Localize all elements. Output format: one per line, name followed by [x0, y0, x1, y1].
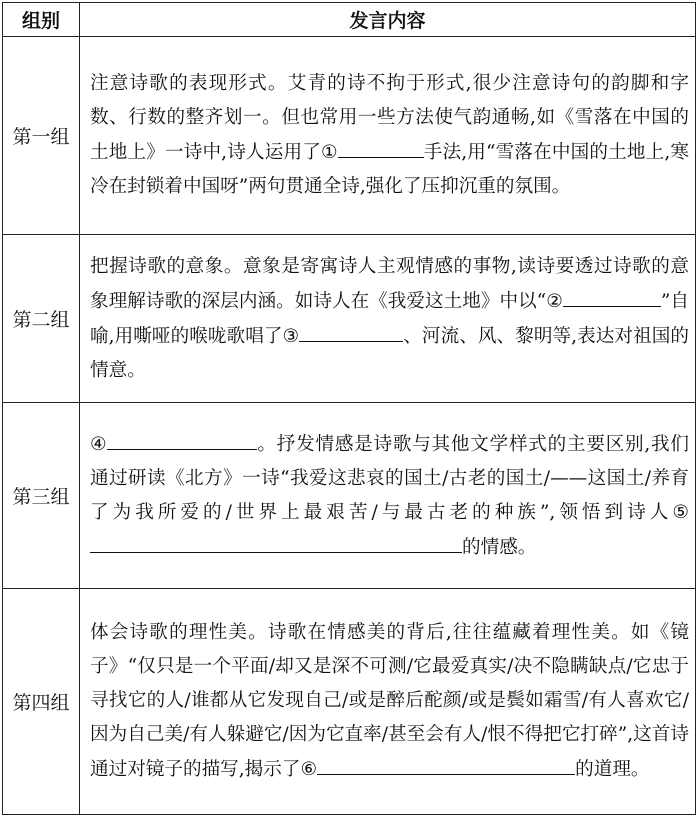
- fill-blank-2[interactable]: [563, 284, 661, 307]
- content-text: 手法,用“雪落在中国的土地上,寒冷在封锁着中国呀”两句贯通全诗,强化了压抑沉重的氛围。: [90, 142, 689, 197]
- content-text: 、河流、风、黎明等,表达对祖国的情意。: [90, 325, 689, 381]
- content-text: 注意诗歌的表现形式。艾青的诗不拘于形式,很少注意诗句的韵脚和字数、行数的整齐划一。但也常用一些方法使气韵通畅,如《雪落在中国的土地上》一诗中,诗人运用了: [90, 73, 689, 163]
- blank-marker: ①: [320, 142, 338, 163]
- group-label: 第二组: [3, 235, 80, 403]
- content-text: ”自喻,用嘶哑的喉咙歌唱了: [90, 290, 689, 347]
- content-text: 的道理。: [575, 759, 650, 780]
- table-row: [3, 589, 696, 815]
- blank-marker: ③: [282, 325, 300, 347]
- fill-blank-3[interactable]: [299, 319, 403, 342]
- group-label: 第一组: [3, 37, 80, 235]
- blank-marker: ②: [546, 290, 563, 312]
- speech-content: [80, 37, 696, 235]
- table-row: [3, 403, 696, 589]
- blank-marker: ⑥: [300, 759, 318, 780]
- header-group: 组别: [3, 3, 80, 37]
- table-row: [3, 37, 696, 235]
- speech-content: [80, 403, 696, 589]
- header-content: 发言内容: [80, 3, 696, 37]
- blank-marker: ④: [90, 433, 107, 455]
- blank-marker: ⑤: [672, 501, 689, 523]
- table-row: [3, 235, 696, 403]
- fill-blank-1[interactable]: [338, 135, 424, 158]
- speech-content: [80, 235, 696, 403]
- fill-blank-5[interactable]: [90, 530, 462, 553]
- table-header-row: [3, 3, 696, 37]
- speech-table: [2, 2, 696, 815]
- fill-blank-4[interactable]: [107, 427, 257, 450]
- group-label: 第四组: [3, 589, 80, 815]
- speech-content: [80, 589, 696, 815]
- content-text: 体会诗歌的理性美。诗歌在情感美的背后,往往蕴藏着理性美。如《镜子》“仅只是一个平面/却又是深不可测/它最爱真实/决不隐瞒缺点/它忠于寻找它的人/谁都从它发现自己/或是醉后酡颜/或是鬓如霜雪/有人喜欢它/因为自己美/有人躲避它/因为它直率/甚至会有人/恨不得把它打碎”,这首诗通过对镜子的描写,揭示了: [90, 622, 689, 780]
- content-text: 的情感。: [462, 536, 537, 558]
- fill-blank-6[interactable]: [317, 752, 575, 775]
- group-label: 第三组: [3, 403, 80, 589]
- content-text: 把握诗歌的意象。意象是寄寓诗人主观情感的事物,读诗要透过诗歌的意象理解诗歌的深层内涵。如诗人在《我爱这土地》中以“: [90, 255, 689, 312]
- content-text: 。抒发情感是诗歌与其他文学样式的主要区别,我们通过研读《北方》一诗“我爱这悲哀的国土/古老的国土/——这国土/养育了为我所爱的/世界上最艰苦/与最古老的种族”,领悟到诗人: [90, 433, 689, 523]
